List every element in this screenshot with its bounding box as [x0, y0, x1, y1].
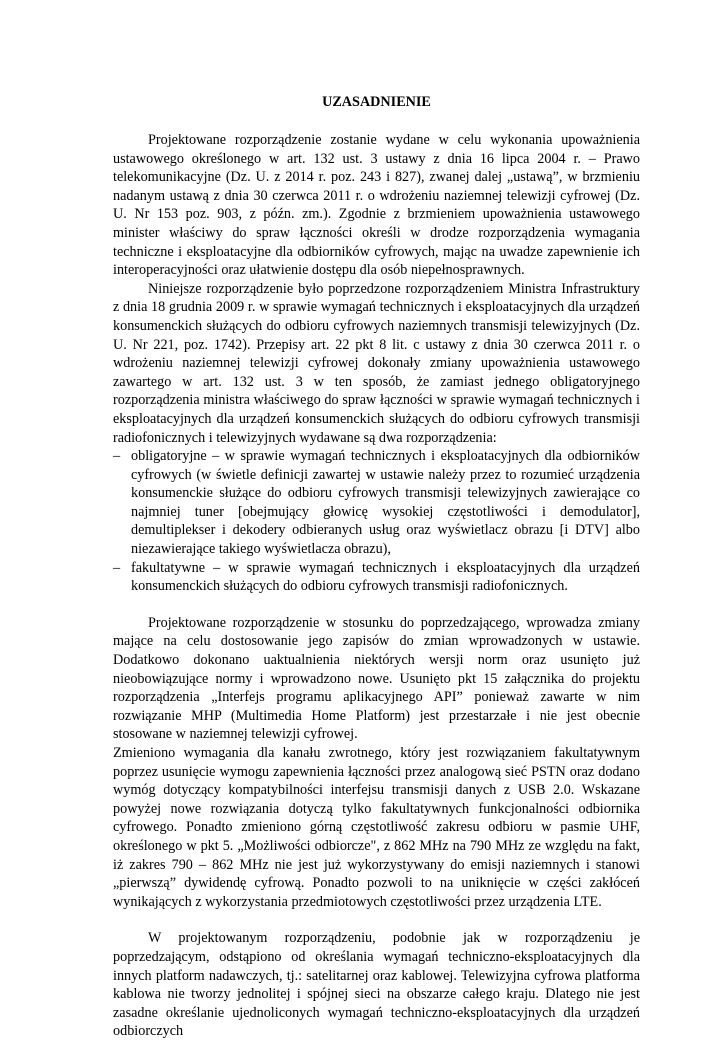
list-item — [113, 559, 640, 596]
paragraph-return-channel: Zmieniono wymagania dla kanału zwrotnego, który jest rozwiązaniem fakultatywnym poprzez usunięcie wymogu zapewnienia łączności przez analogową sieć PSTN oraz dodano wymóg dotyczący kompatybilności interfejsu transmisji danych z USB 2.0. Wskazane powyżej nowe rozwiązania dotyczą tylko fakultatywnych funkcjonalności odbiornika cyfrowego. Ponadto zmieniono górną częstotliwość zakresu odbioru w pasmie UHF, określonego w pkt 5. „Możliwości odbiorcze", z 862 MHz na 790 MHz ze względu na fakt, iż zakres 790 – 862 MHz nie jest już wykorzystywany do emisji naziemnych i stanowi „pierwszą” dywidendę cyfrową. Ponadto pozwoli to na uniknięcie w części zakłóceń wynikających z wykorzystania przedmiotowych częstotliwości przez urządzenia LTE. — [113, 745, 640, 910]
paragraph-changes: Projektowane rozporządzenie w stosunku do poprzedzającego, wprowadza zmiany mające na celu dostosowanie jego zapisów do zmian wprowadzonych w ustawie. Dodatkowo dokonano uaktualnienia niektórych wersji norm oraz usunięto już nieobowiązujące normy i wprowadzono nowe. Usunięto pkt 15 załącznika do projektu rozporządzenia „Interfejs programu aplikacyjnego API” ponieważ zawarte w nim rozwiązanie MHP (Multimedia Home Platform) jest przestarzałe i nie jest obecnie stosowane w naziemnej telewizji cyfrowej. — [113, 614, 640, 743]
document-title: UZASADNIENIE — [322, 94, 431, 110]
list-item — [113, 447, 640, 559]
document-page — [113, 93, 640, 1041]
list-dash: – — [113, 448, 121, 465]
paragraph-legal-basis: Projektowane rozporządzenie zostanie wydane w celu wykonania upoważnienia ustawowego określonego w art. 132 ust. 3 ustawy z dnia 16 lipca 2004 r. – Prawo telekomunikacyjne (Dz. U. z 2014 r. poz. 243 i 827), zwanej dalej „ustawą”, w brzmieniu nadanym ustawą z dnia 30 czerwca 2011 r. o wdrożeniu naziemnej telewizji cyfrowej (Dz. U. Nr 153 poz. 903, z późn. zm.). Zgodnie z brzmieniem upoważnienia ustawowego minister właściwy do spraw łączności określi w drodze rozporządzenia wymagania techniczne i eksploatacyjne dla odbiorników cyfrowych, mając na uwadze zapewnienie ich interoperacyjności oraz ułatwienie dostępu dla osób niepełnosprawnych. — [113, 132, 640, 279]
list-dash: – — [113, 559, 121, 576]
list-item-text: fakultatywne – w sprawie wymagań technicznych i eksploatacyjnych dla urządzeń konsumenckich służących do odbioru cyfrowych transmisji radiofonicznych. — [131, 559, 640, 595]
list-item-text: obligatoryjne – w sprawie wymagań technicznych i eksploatacyjnych dla odbiorników cyfrowych (w świetle definicji zawartej w ustawie należy przez to rozumieć urządzenia konsumenckie służące do odbioru cyfrowych transmisji telewizyjnych zawierające co najmniej tuner [obejmujący głowicę wysokiej częstotliwości i demodulator], demultiplekser i dekodery odbieranych usług oraz wyświetlacz obrazu [i DTV] albo niezawierające takiego wyświetlacza obrazu), — [131, 448, 640, 558]
paragraph-previous-regulation: Niniejsze rozporządzenie było poprzedzone rozporządzeniem Ministra Infrastruktury z dnia 18 grudnia 2009 r. w sprawie wymagań technicznych i eksploatacyjnych dla urządzeń konsumenckich służących do odbioru cyfrowych naziemnych transmisji telewizyjnych (Dz. U. Nr 221, poz. 1742). Przepisy art. 22 pkt 8 lit. c ustawy z dnia 30 czerwca 2011 r. o wdrożeniu naziemnej telewizji cyfrowej dokonały zmiany upoważnienia ustawowego zawartego w art. 132 ust. 3 w ten sposób, że zamiast jednego obligatoryjnego rozporządzenia ministra właściwego do spraw łączności w sprawie wymagań technicznych i eksploatacyjnych dla urządzeń konsumenckich służących do odbioru cyfrowych transmisji radiofonicznych i telewizyjnych wydawane są dwa rozporządzenia: — [113, 280, 640, 446]
paragraph-other-platforms: W projektowanym rozporządzeniu, podobnie jak w rozporządzeniu je poprzedzającym, odstąpiono od określania wymagań techniczno-eksploatacyjnych dla innych platform nadawczych, tj.: satelitarnej oraz kablowej. Telewizyjna cyfrowa platforma kablowa nie tworzy jednolitej i spójnej sieci na obszarze całego kraju. Dlatego nie jest zasadne określanie ujednoliconych wymagań techniczno-eksploatacyjnych dla urządzeń odbiorczych — [113, 930, 640, 1040]
regulation-list — [113, 447, 640, 596]
